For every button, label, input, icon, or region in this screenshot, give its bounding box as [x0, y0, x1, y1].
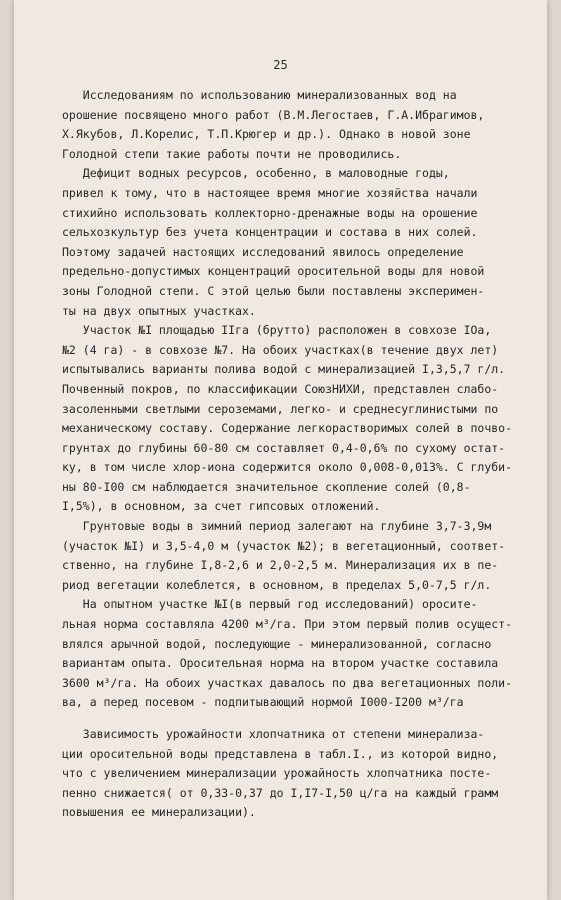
text-line: повышения ее минерализации). [62, 805, 256, 820]
text-line: ции оросительной воды представлена в табл.I., из которой видно, [62, 746, 499, 761]
text-line: На опытном участке №I(в первый год исследований) оросите- [62, 597, 478, 612]
text-line: орошение посвящено много работ (В.М.Легостаев, Г.А.Ибрагимов, [62, 107, 485, 122]
text-line: 3600 м³/га. На обоих участках давалось по два вегетационных поли- [62, 675, 513, 690]
text-line: риод вегетации колеблется, в основном, в пределах 5,0-7,5 г/л. [62, 577, 492, 592]
text-line: ку, в том числе хлор-иона содержится около 0,008-0,013%. С глуби- [62, 460, 513, 475]
text-line: засоленными светлыми сероземами, легко- и среднесуглинистыми по [62, 401, 499, 416]
text-line: пенно снижается( от 0,33-0,37 до I,I7-I,50 ц/га на каждый грамм [62, 785, 499, 800]
text-line: (участок №I) и 3,5-4,0 м (участок №2); в вегетационный, соответ- [62, 538, 506, 553]
text-line: Грунтовые воды в зимний период залегают на глубине 3,7-3,9м [62, 519, 492, 534]
text-line: I,5%), в основном, за счет гипсовых отложений. [62, 499, 381, 514]
text-line: предельно-допустимых концентраций оросительной воды для новой [62, 264, 485, 279]
text-line: ва, а перед посевом - подпитывающий нормой I000-I200 м³/га [62, 695, 464, 710]
text-line: Поэтому задачей настоящих исследований явилось определение [62, 244, 464, 259]
text-line: Исследованиям по использованию минерализованных вод на [62, 88, 457, 102]
text-line: что с увеличением минерализации урожайность хлопчатника посте- [62, 766, 492, 781]
paragraph-intro [62, 86, 524, 164]
text-line: ственно, на глубине I,8-2,6 и 2,0-2,5 м. Минерализация их в пе- [62, 558, 499, 573]
text-line: №2 (4 га) - в совхозе №7. На обоих участках(в течение двух лет) [62, 342, 499, 357]
text-line: Дефицит водных ресурсов, особенно, в маловодные годы, [62, 166, 450, 181]
text-line: вариантам опыта. Оросительная норма на втором участке составила [62, 656, 499, 671]
text-line: грунтах до глубины 60-80 см составляет 0,4-0,6% по сухому остат- [62, 440, 506, 455]
text-line: сельхозкультур без учета концентрации и состава в них солей. [62, 225, 478, 240]
text-line: влялся арычной водой, последующие - минерализованной, согласно [62, 636, 492, 651]
text-line: Голодной степи такие работы почти не проводились. [62, 146, 402, 161]
paragraph-groundwater [62, 517, 524, 595]
text-line: льная норма составляла 4200 м³/га. При этом первый полив осущест- [62, 617, 513, 632]
document-body [62, 86, 524, 823]
paragraph-water-deficit [62, 164, 524, 321]
text-line: ты на двух опытных участках. [62, 303, 256, 318]
page-number: 25 [273, 58, 288, 72]
paragraph-plots [62, 321, 524, 517]
text-line: механическому составу. Содержание легкорастворимых солей в почво- [62, 421, 513, 436]
text-line: испытывались варианты полива водой с минерализацией I,3,5,7 г/л. [62, 362, 506, 377]
paragraph-yield [62, 725, 524, 823]
text-line: привел к тому, что в настоящее время многие хозяйства начали [62, 185, 478, 200]
text-line: Участок №I площадью IIга (брутто) расположен в совхозе IOа, [62, 323, 492, 338]
text-line: Зависимость урожайности хлопчатника от степени минерализа- [62, 727, 485, 741]
text-line: стихийно использовать коллекторно-дренажные воды на орошение [62, 205, 478, 220]
paragraph-irrigation-norm [62, 595, 524, 713]
text-line: Почвенный покров, по классификации СоюзНИХИ, представлен слабо- [62, 381, 499, 396]
text-line: Х.Якубов, Л.Корелис, Т.П.Крюгер и др.). Однако в новой зоне [62, 127, 471, 142]
text-line: зоны Голодной степи. С этой целью были поставлены эксперимен- [62, 283, 485, 298]
text-line: ны 80-I00 см наблюдается значительное скопление солей (0,8- [62, 479, 471, 494]
